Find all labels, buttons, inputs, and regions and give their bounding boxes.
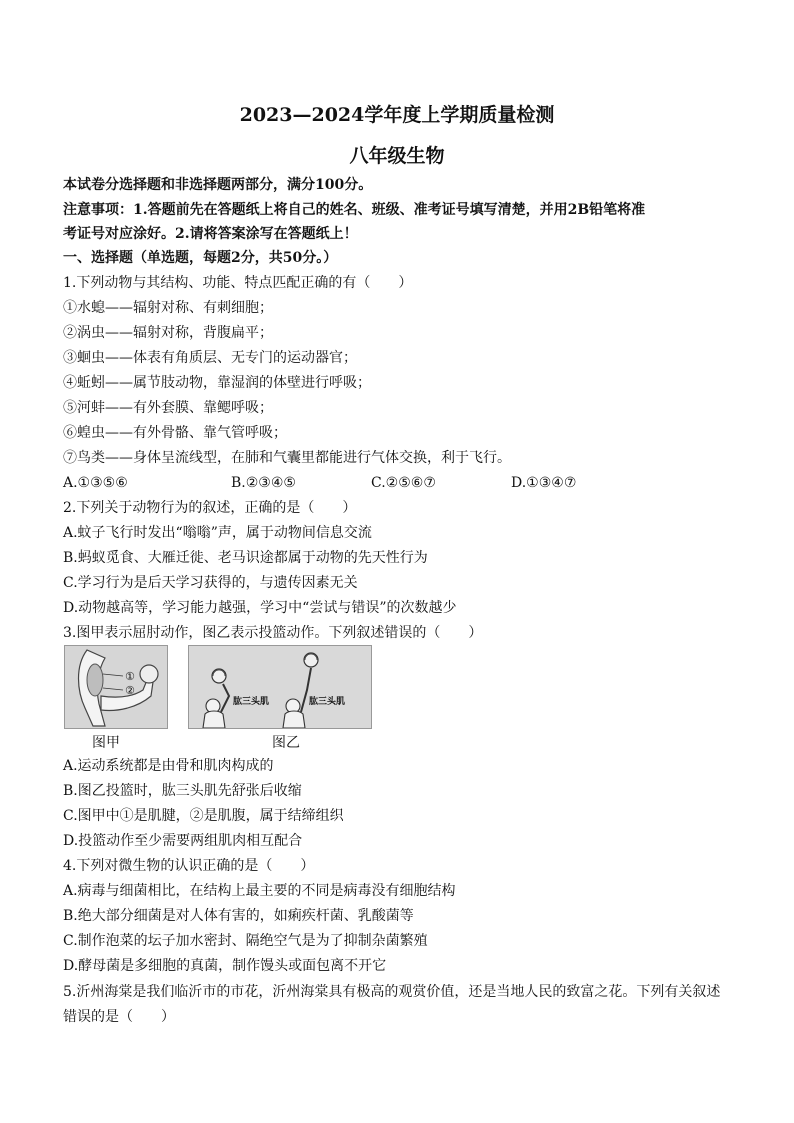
q3-option-b: B.图乙投篮时，肱三头肌先舒张后收缩	[63, 783, 302, 799]
figure-b-image	[188, 645, 372, 729]
q4-option-a: A.病毒与细菌相比，在结构上最主要的不同是病毒没有细胞结构	[63, 883, 456, 899]
q1-item: ⑥蝗虫——有外骨骼、靠气管呼吸；	[63, 425, 287, 441]
figure-a-caption: 图甲	[92, 735, 120, 751]
figure-b-label-left: 肱三头肌	[233, 697, 270, 707]
q1-item: ①水螅——辐射对称、有刺细胞；	[63, 300, 273, 316]
q1-item: ③蛔虫——体表有角质层、无专门的运动器官；	[63, 350, 357, 366]
figure-a-image	[64, 645, 168, 729]
q4-option-d: D.酵母菌是多细胞的真菌，制作馒头或面包离不开它	[63, 958, 387, 974]
q4-stem: 4.下列对微生物的认识正确的是（ ）	[63, 858, 315, 874]
q2-option-c: C.学习行为是后天学习获得的，与遗传因素无关	[63, 575, 358, 591]
q1-item: ⑤河蚌——有外套膜、靠鳃呼吸；	[63, 400, 273, 416]
q3-option-c: C.图甲中①是肌腱，②是肌腹，属于结缔组织	[63, 808, 344, 824]
q5-stem-line-2: 错误的是（ ）	[63, 1009, 175, 1025]
q1-item: ④蚯蚓——属节肢动物，靠湿润的体壁进行呼吸；	[63, 375, 371, 391]
q1-option-c: C.②⑤⑥⑦	[371, 475, 436, 491]
elbow-flexion-illustration	[65, 646, 167, 728]
q1-item: ②涡虫——辐射对称，背腹扁平；	[63, 325, 273, 341]
basketball-shot-illustration	[189, 646, 371, 728]
q4-option-c: C.制作泡菜的坛子加水密封、隔绝空气是为了抑制杂菌繁殖	[63, 933, 428, 949]
exam-title: 2023—2024学年度上学期质量检测	[239, 104, 555, 126]
q1-stem: 1.下列动物与其结构、功能、特点匹配正确的有（ ）	[63, 275, 413, 291]
figure-b-caption: 图乙	[272, 735, 300, 751]
q2-stem: 2.下列关于动物行为的叙述，正确的是（ ）	[63, 500, 357, 516]
q1-option-d: D.①③④⑦	[511, 475, 577, 491]
figure-b-label-right: 肱三头肌	[309, 697, 346, 707]
q1-item: ⑦鸟类——身体呈流线型，在肺和气囊里都能进行气体交换，利于飞行。	[63, 450, 511, 466]
figure-a-label-2: ②	[125, 684, 135, 697]
q5-stem-line-1: 5.沂州海棠是我们临沂市的市花，沂州海棠具有极高的观赏价值，还是当地人民的致富之花。下列有关叙述	[63, 984, 721, 1000]
q2-option-d: D.动物越高等，学习能力越强，学习中“尝试与错误”的次数越少	[63, 600, 457, 616]
q1-option-a: A.①③⑤⑥	[63, 475, 128, 491]
q3-option-a: A.运动系统都是由骨和肌肉构成的	[63, 758, 274, 774]
q1-option-b: B.②③④⑤	[231, 475, 296, 491]
q2-option-a: A.蚊子飞行时发出“嗡嗡”声，属于动物间信息交流	[63, 525, 372, 541]
intro-line-1: 本试卷分选择题和非选择题两部分，满分100分。	[63, 177, 373, 193]
q4-option-b: B.绝大部分细菌是对人体有害的，如痢疾杆菌、乳酸菌等	[63, 908, 414, 924]
q2-option-b: B.蚂蚁觅食、大雁迁徙、老马识途都属于动物的先天性行为	[63, 550, 428, 566]
intro-line-2: 注意事项：1.答题前先在答题纸上将自己的姓名、班级、准考证号填写清楚，并用2B铅笔将准	[63, 202, 646, 218]
q3-option-d: D.投篮动作至少需要两组肌肉相互配合	[63, 833, 303, 849]
intro-line-3: 考证号对应涂好。2.请将答案涂写在答题纸上！	[63, 226, 358, 242]
section-heading: 一、选择题（单选题，每题2分，共50分。）	[63, 250, 338, 266]
q3-stem: 3.图甲表示屈肘动作，图乙表示投篮动作。下列叙述错误的（ ）	[63, 625, 483, 641]
exam-subtitle: 八年级生物	[349, 145, 445, 167]
figure-a-label-1: ①	[125, 670, 135, 683]
